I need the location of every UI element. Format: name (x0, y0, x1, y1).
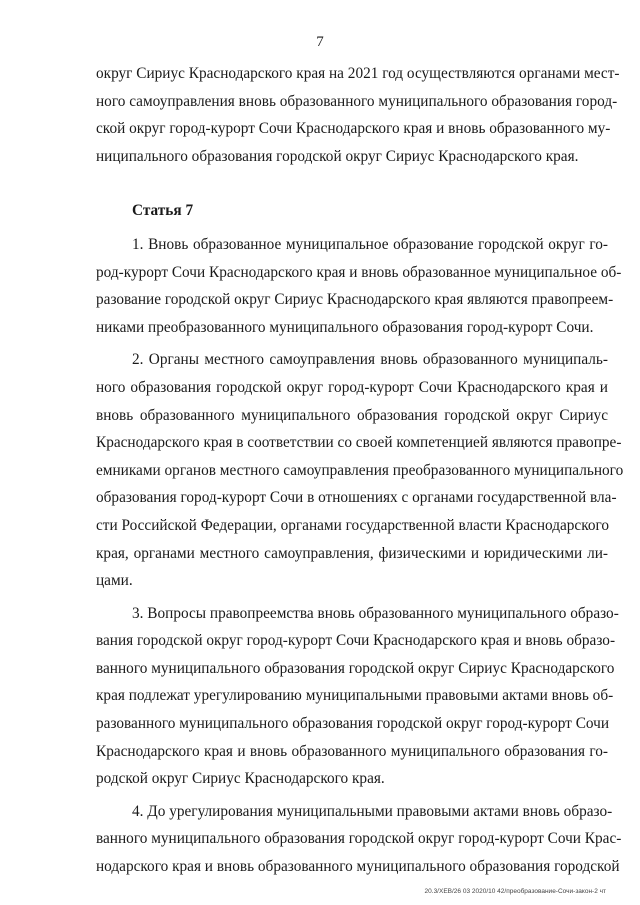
page-number: 7 (316, 34, 324, 50)
text-line: 4. До урегулирования муниципальными правовыми актами вновь образо- (132, 802, 613, 820)
text-line: ванного муниципального образования городской округ город-курорт Сочи Крас- (96, 830, 622, 848)
text-line: ской округ город-курорт Сочи Краснодарского края и вновь образованного му- (96, 120, 611, 138)
text-line: никами преобразованного муниципального образования город-курорт Сочи. (96, 318, 594, 336)
paragraph-1 (96, 231, 622, 341)
text-line: нодарского края и вновь образованного муниципального образования городской (96, 858, 620, 876)
text-line: разование городской округ Сириус Краснодарского края являются правопреем- (96, 291, 614, 309)
text-line: округ Сириус Краснодарского края на 2021 год осуществляются органами мест- (96, 65, 620, 82)
text-line: вновь образованного муниципального образования городской округ Сириус (96, 406, 608, 424)
paragraph-2 (96, 346, 624, 594)
paragraph-3 (96, 600, 619, 793)
text-line: разованного муниципального образования городской округ город-курорт Сочи (96, 715, 610, 733)
text-line: Краснодарского края и вновь образованного муниципального образования го- (96, 742, 608, 760)
text-line: края, органами местного самоуправления, физическими и юридическими ли- (96, 544, 608, 562)
text-line: 1. Вновь образованное муниципальное образование городской округ го- (132, 235, 608, 253)
intro-paragraph (96, 60, 620, 170)
text-line: края подлежат урегулированию муниципальными правовыми актами вновь об- (96, 687, 614, 705)
text-line: образования город-курорт Сочи в отношениях с органами государственной вла- (96, 489, 617, 507)
text-line: родской округ Сириус Краснодарского края. (96, 770, 385, 788)
text-line: ванного муниципального образования городской округ Сириус Краснодарского (96, 659, 615, 677)
text-line: сти Российской Федерации, органами государственной власти Краснодарского (96, 516, 610, 534)
text-line: емниками органов местного самоуправления преобразованного муниципального (96, 461, 624, 479)
text-line: Краснодарского края в соответствии со своей компетенцией являются правопре- (96, 434, 622, 452)
text-line: род-курорт Сочи Краснодарского края и вновь образованное муниципальное об- (96, 263, 622, 281)
paragraph-4 (96, 798, 622, 881)
text-line: 3. Вопросы правопреемства вновь образованного муниципального образо- (132, 604, 619, 622)
text-line: вания городской округ город-курорт Сочи Краснодарского края и вновь образо- (96, 632, 616, 650)
document-body (96, 60, 624, 881)
text-line: цами. (96, 572, 133, 590)
text-line: ного самоуправления вновь образованного муниципального образования город- (96, 92, 618, 110)
text-line: 2. Органы местного самоуправления вновь образованного муниципаль- (132, 351, 608, 369)
article-heading: Статья 7 (132, 202, 194, 220)
text-line: ниципального образования городской округ Сириус Краснодарского края. (96, 147, 579, 165)
text-line: ного образования городской округ город-курорт Сочи Краснодарского края и (96, 378, 608, 396)
document-footer-code: 20.3/XEB/26 03 2020/10 42/преобразование-Сочи-закон-2 чт (424, 888, 606, 895)
